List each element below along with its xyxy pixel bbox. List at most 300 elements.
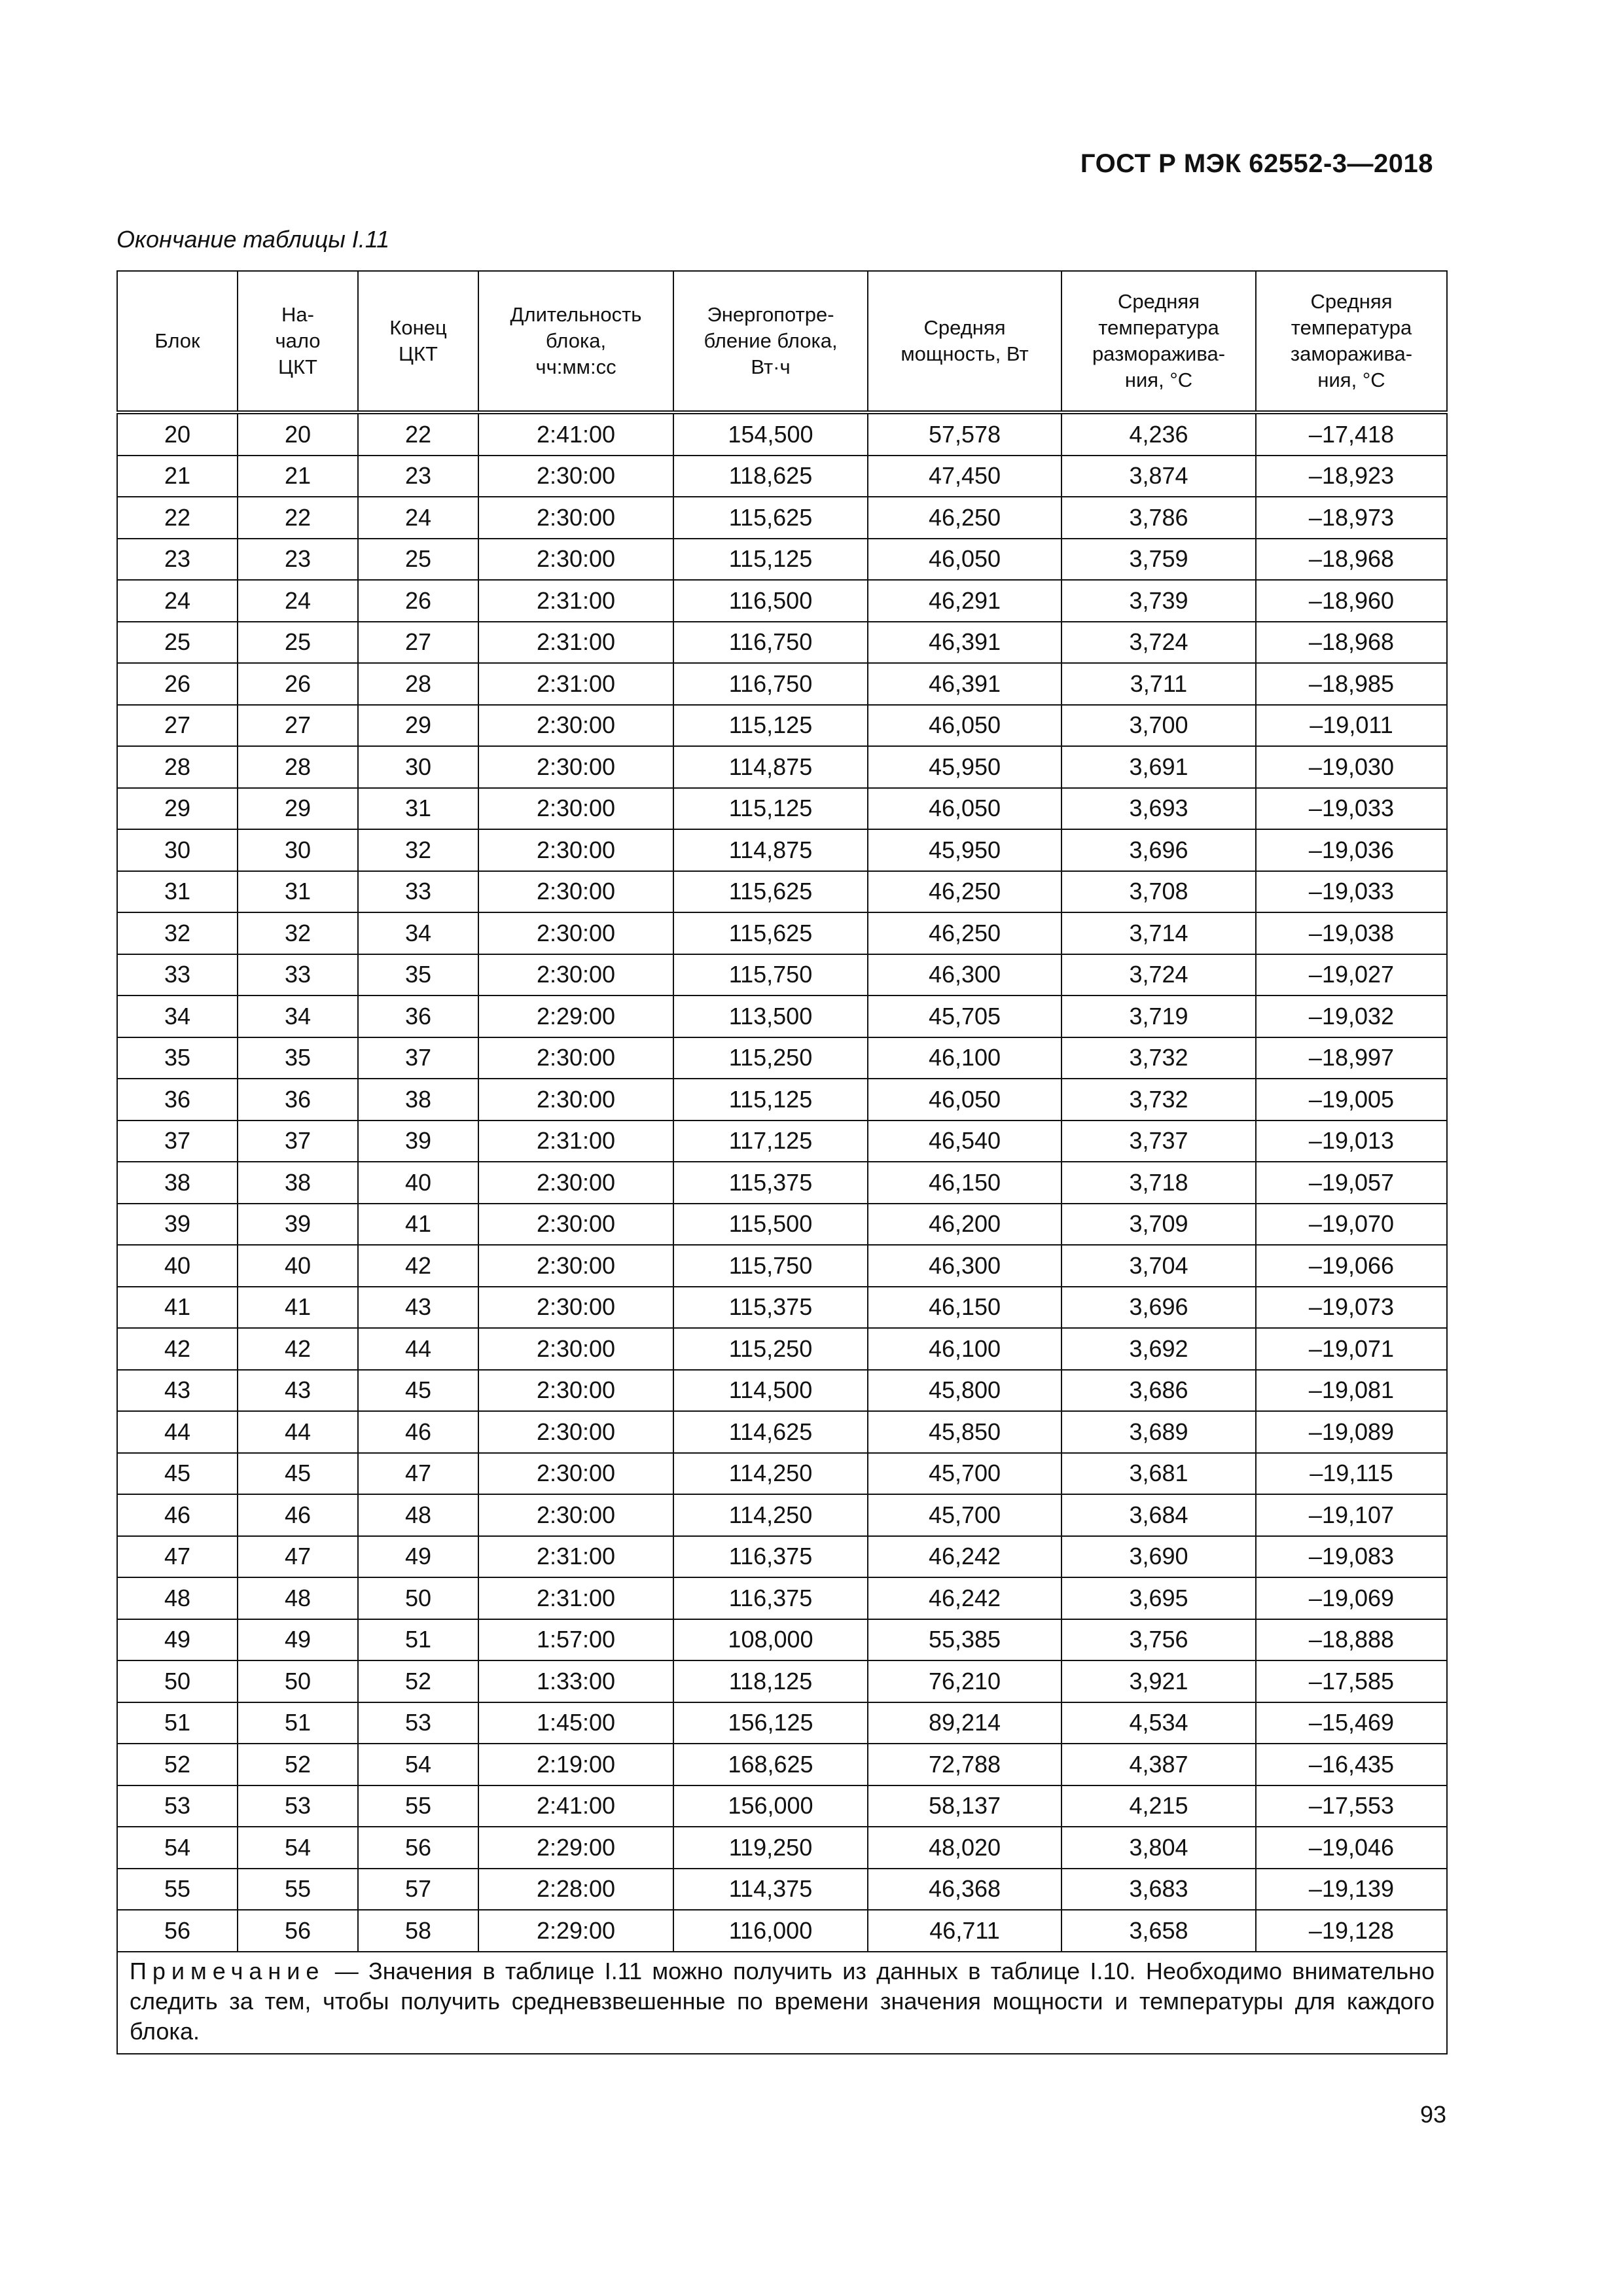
table-cell: 28 — [238, 746, 358, 788]
table-cell: –18,960 — [1256, 580, 1447, 622]
table-cell: 28 — [358, 663, 478, 705]
table-row — [117, 1827, 1447, 1869]
table-cell: –17,585 — [1256, 1660, 1447, 1702]
table-cell: 52 — [117, 1744, 238, 1785]
table-cell: 3,696 — [1061, 1287, 1256, 1329]
table-cell: 2:29:00 — [478, 996, 673, 1037]
table-cell: 36 — [358, 996, 478, 1037]
table-cell: 2:30:00 — [478, 1287, 673, 1329]
table-cell: –19,069 — [1256, 1577, 1447, 1619]
table-row — [117, 1287, 1447, 1329]
table-row — [117, 1702, 1447, 1744]
table-cell: –17,553 — [1256, 1785, 1447, 1827]
table-cell: 4,534 — [1061, 1702, 1256, 1744]
table-cell: 45 — [117, 1453, 238, 1495]
table-cell: 25 — [238, 622, 358, 664]
table-cell: 47 — [117, 1536, 238, 1578]
table-cell: 2:29:00 — [478, 1910, 673, 1952]
table-cell: 23 — [358, 456, 478, 497]
table-cell: 2:30:00 — [478, 1037, 673, 1079]
table-cell: 45 — [358, 1370, 478, 1412]
table-cell: 53 — [117, 1785, 238, 1827]
table-cell: 50 — [238, 1660, 358, 1702]
table-row — [117, 788, 1447, 830]
table-cell: 3,700 — [1061, 705, 1256, 747]
table-cell: 38 — [358, 1079, 478, 1121]
page-number: 93 — [1419, 2101, 1446, 2128]
table-row — [117, 1494, 1447, 1536]
table-cell: 47 — [238, 1536, 358, 1578]
table-cell: 3,681 — [1061, 1453, 1256, 1495]
table-cell: 46,200 — [868, 1204, 1061, 1246]
table-cell: 46,050 — [868, 1079, 1061, 1121]
table-cell: 46,242 — [868, 1577, 1061, 1619]
table-cell: –19,066 — [1256, 1245, 1447, 1287]
table-cell: –15,469 — [1256, 1702, 1447, 1744]
table-cell: 116,375 — [673, 1577, 868, 1619]
table-cell: 2:30:00 — [478, 746, 673, 788]
table-cell: 50 — [117, 1660, 238, 1702]
table-cell: –19,089 — [1256, 1411, 1447, 1453]
table-cell: 31 — [358, 788, 478, 830]
table-cell: 116,500 — [673, 580, 868, 622]
table-cell: 41 — [117, 1287, 238, 1329]
table-cell: –19,036 — [1256, 829, 1447, 871]
table-row — [117, 1328, 1447, 1370]
table-cell: 23 — [117, 539, 238, 581]
table-cell: 52 — [238, 1744, 358, 1785]
table-cell: 3,874 — [1061, 456, 1256, 497]
table-cell: 44 — [117, 1411, 238, 1453]
table-cell: 168,625 — [673, 1744, 868, 1785]
table-cell: 55,385 — [868, 1619, 1061, 1661]
table-cell: 33 — [238, 954, 358, 996]
table-cell: 3,696 — [1061, 829, 1256, 871]
table-cell: 2:31:00 — [478, 663, 673, 705]
table-cell: 115,250 — [673, 1037, 868, 1079]
table-cell: 3,692 — [1061, 1328, 1256, 1370]
table-cell: 2:30:00 — [478, 1411, 673, 1453]
table-cell: 24 — [238, 580, 358, 622]
table-cell: –19,115 — [1256, 1453, 1447, 1495]
table-row — [117, 829, 1447, 871]
table-cell: 46,150 — [868, 1162, 1061, 1204]
table-cell: 115,125 — [673, 539, 868, 581]
table-cell: 3,732 — [1061, 1037, 1256, 1079]
table-cell: 49 — [117, 1619, 238, 1661]
table-row — [117, 1577, 1447, 1619]
table-cell: 41 — [358, 1204, 478, 1246]
table-cell: 3,714 — [1061, 912, 1256, 954]
table-cell: 108,000 — [673, 1619, 868, 1661]
table-cell: –19,073 — [1256, 1287, 1447, 1329]
table-cell: 31 — [117, 871, 238, 913]
table-cell: 2:31:00 — [478, 1577, 673, 1619]
table-cell: 54 — [238, 1827, 358, 1869]
table-cell: 45,950 — [868, 746, 1061, 788]
table-cell: 115,500 — [673, 1204, 868, 1246]
table-cell: 26 — [358, 580, 478, 622]
table-cell: 55 — [117, 1869, 238, 1910]
table-cell: 43 — [358, 1287, 478, 1329]
table-cell: 1:45:00 — [478, 1702, 673, 1744]
table-cell: 2:28:00 — [478, 1869, 673, 1910]
table-cell: 118,625 — [673, 456, 868, 497]
table-cell: 46,242 — [868, 1536, 1061, 1578]
column-header: Конец ЦКТ — [358, 271, 478, 412]
table-cell: 2:41:00 — [478, 1785, 673, 1827]
table-cell: 46,291 — [868, 580, 1061, 622]
table-cell: 3,690 — [1061, 1536, 1256, 1578]
table-row — [117, 663, 1447, 705]
table-cell: 22 — [358, 412, 478, 456]
table-cell: 46,391 — [868, 663, 1061, 705]
table-cell: 30 — [117, 829, 238, 871]
table-cell: 26 — [117, 663, 238, 705]
note-cell — [117, 1952, 1447, 2054]
table-cell: 52 — [358, 1660, 478, 1702]
table-cell: 53 — [358, 1702, 478, 1744]
table-cell: 2:41:00 — [478, 412, 673, 456]
table-cell: 48 — [117, 1577, 238, 1619]
table-row — [117, 705, 1447, 747]
table-cell: 46,391 — [868, 622, 1061, 664]
table-cell: 20 — [117, 412, 238, 456]
table-cell: –18,997 — [1256, 1037, 1447, 1079]
table-row — [117, 1910, 1447, 1952]
table-cell: 54 — [358, 1744, 478, 1785]
table-cell: 48 — [358, 1494, 478, 1536]
table-cell: 56 — [238, 1910, 358, 1952]
column-header: Блок — [117, 271, 238, 412]
table-cell: 34 — [117, 996, 238, 1037]
table-row — [117, 1453, 1447, 1495]
table-cell: 49 — [238, 1619, 358, 1661]
table-cell: 51 — [117, 1702, 238, 1744]
table-cell: 115,125 — [673, 705, 868, 747]
table-cell: 32 — [117, 912, 238, 954]
table-row — [117, 1785, 1447, 1827]
table-row — [117, 746, 1447, 788]
table-cell: 154,500 — [673, 412, 868, 456]
table-row — [117, 996, 1447, 1037]
table-cell: 51 — [358, 1619, 478, 1661]
table-cell: 46,300 — [868, 954, 1061, 996]
table-cell: 51 — [238, 1702, 358, 1744]
table-cell: 32 — [358, 829, 478, 871]
note-text: — Значения в таблице I.11 можно получить из данных в таблице I.10. Необходимо внимательно следить за тем, чтобы получить средневзвешенные по времени значения мощности и температуры для каждого блока. — [130, 1957, 1435, 2045]
table-cell: 24 — [117, 580, 238, 622]
table-cell: –19,071 — [1256, 1328, 1447, 1370]
table-cell: 46,050 — [868, 788, 1061, 830]
table-cell: 27 — [238, 705, 358, 747]
table-row — [117, 456, 1447, 497]
table-cell: 45,705 — [868, 996, 1061, 1037]
table-cell: 45,850 — [868, 1411, 1061, 1453]
table-cell: 29 — [358, 705, 478, 747]
table-cell: 2:30:00 — [478, 1328, 673, 1370]
column-header: Длительность блока, чч:мм:сс — [478, 271, 673, 412]
table-cell: 44 — [238, 1411, 358, 1453]
table-cell: 38 — [238, 1162, 358, 1204]
table-cell: 44 — [358, 1328, 478, 1370]
table-cell: 1:57:00 — [478, 1619, 673, 1661]
table-row — [117, 1037, 1447, 1079]
table-cell: 25 — [117, 622, 238, 664]
table-cell: 35 — [238, 1037, 358, 1079]
table-cell: 27 — [358, 622, 478, 664]
table-cell: –19,057 — [1256, 1162, 1447, 1204]
table-cell: 2:30:00 — [478, 912, 673, 954]
table-cell: 3,695 — [1061, 1577, 1256, 1619]
table-row — [117, 871, 1447, 913]
table-cell: 114,250 — [673, 1453, 868, 1495]
table-cell: –18,968 — [1256, 622, 1447, 664]
table-caption: Окончание таблицы I.11 — [116, 226, 390, 253]
table-cell: 29 — [117, 788, 238, 830]
table-cell: 3,704 — [1061, 1245, 1256, 1287]
table-cell: 53 — [238, 1785, 358, 1827]
table-cell: 3,756 — [1061, 1619, 1256, 1661]
table-cell: 3,719 — [1061, 996, 1256, 1037]
table-row — [117, 412, 1447, 456]
table-cell: 40 — [358, 1162, 478, 1204]
table-row — [117, 912, 1447, 954]
table-row — [117, 497, 1447, 539]
table-cell: 3,759 — [1061, 539, 1256, 581]
table-cell: 3,739 — [1061, 580, 1256, 622]
table-cell: 30 — [358, 746, 478, 788]
table-cell: 3,737 — [1061, 1121, 1256, 1162]
table-cell: –19,013 — [1256, 1121, 1447, 1162]
table-cell: –19,139 — [1256, 1869, 1447, 1910]
table-cell: 27 — [117, 705, 238, 747]
table-cell: 46 — [117, 1494, 238, 1536]
table-row — [117, 539, 1447, 581]
table-cell: –19,128 — [1256, 1910, 1447, 1952]
table-cell: 46,100 — [868, 1328, 1061, 1370]
table-row — [117, 622, 1447, 664]
data-table — [116, 270, 1448, 2054]
table-cell: 115,625 — [673, 871, 868, 913]
table-cell: 40 — [238, 1245, 358, 1287]
table-cell: 54 — [117, 1827, 238, 1869]
table-cell: 2:30:00 — [478, 456, 673, 497]
table-cell: 46,250 — [868, 912, 1061, 954]
table-cell: 48 — [238, 1577, 358, 1619]
table-row — [117, 1121, 1447, 1162]
table-cell: 32 — [238, 912, 358, 954]
table-cell: 2:31:00 — [478, 580, 673, 622]
table-cell: 2:31:00 — [478, 622, 673, 664]
table-cell: 115,250 — [673, 1328, 868, 1370]
table-cell: 46 — [238, 1494, 358, 1536]
table-cell: 49 — [358, 1536, 478, 1578]
table-cell: 115,375 — [673, 1287, 868, 1329]
table-cell: –19,011 — [1256, 705, 1447, 747]
table-cell: 3,686 — [1061, 1370, 1256, 1412]
table-cell: 156,125 — [673, 1702, 868, 1744]
table-cell: 46,250 — [868, 497, 1061, 539]
table-cell: 21 — [238, 456, 358, 497]
table-row — [117, 1162, 1447, 1204]
table-cell: 35 — [117, 1037, 238, 1079]
table-cell: 3,658 — [1061, 1910, 1256, 1952]
table-cell: 2:29:00 — [478, 1827, 673, 1869]
table-row — [117, 1619, 1447, 1661]
table-cell: 115,375 — [673, 1162, 868, 1204]
table-cell: 115,125 — [673, 788, 868, 830]
table-cell: 24 — [358, 497, 478, 539]
table-cell: 37 — [358, 1037, 478, 1079]
table-cell: 35 — [358, 954, 478, 996]
table-cell: 118,125 — [673, 1660, 868, 1702]
table-cell: 42 — [117, 1328, 238, 1370]
table-cell: 46,250 — [868, 871, 1061, 913]
table-cell: 21 — [117, 456, 238, 497]
table-cell: –19,083 — [1256, 1536, 1447, 1578]
table-cell: 3,804 — [1061, 1827, 1256, 1869]
table-cell: 46 — [358, 1411, 478, 1453]
table-cell: 2:31:00 — [478, 1121, 673, 1162]
table-cell: 45,950 — [868, 829, 1061, 871]
table-cell: –19,033 — [1256, 788, 1447, 830]
table-cell: –18,973 — [1256, 497, 1447, 539]
table-cell: 22 — [238, 497, 358, 539]
table-cell: 26 — [238, 663, 358, 705]
table-cell: 23 — [238, 539, 358, 581]
table-cell: –16,435 — [1256, 1744, 1447, 1785]
table-cell: 58,137 — [868, 1785, 1061, 1827]
table-cell: 30 — [238, 829, 358, 871]
column-header: Энергопотре- бление блока, Вт·ч — [673, 271, 868, 412]
table-cell: 33 — [358, 871, 478, 913]
table-cell: 3,684 — [1061, 1494, 1256, 1536]
table-cell: 36 — [117, 1079, 238, 1121]
table-cell: 46,300 — [868, 1245, 1061, 1287]
table-cell: 46,150 — [868, 1287, 1061, 1329]
table-row — [117, 1204, 1447, 1246]
table-cell: 114,875 — [673, 829, 868, 871]
table-cell: –18,888 — [1256, 1619, 1447, 1661]
table-row — [117, 1869, 1447, 1910]
table-cell: –19,070 — [1256, 1204, 1447, 1246]
table-cell: –19,027 — [1256, 954, 1447, 996]
table-cell: 4,387 — [1061, 1744, 1256, 1785]
table-cell: –19,005 — [1256, 1079, 1447, 1121]
table-cell: 36 — [238, 1079, 358, 1121]
table-cell: –18,985 — [1256, 663, 1447, 705]
table-cell: 2:30:00 — [478, 788, 673, 830]
table-cell: 76,210 — [868, 1660, 1061, 1702]
table-cell: 39 — [117, 1204, 238, 1246]
table-cell: 46,368 — [868, 1869, 1061, 1910]
table-row — [117, 954, 1447, 996]
table-cell: 38 — [117, 1162, 238, 1204]
table-cell: 2:30:00 — [478, 1494, 673, 1536]
table-cell: –19,046 — [1256, 1827, 1447, 1869]
table-cell: 2:30:00 — [478, 539, 673, 581]
table-cell: 20 — [238, 412, 358, 456]
table-cell: 2:30:00 — [478, 497, 673, 539]
table-cell: 29 — [238, 788, 358, 830]
table-cell: 4,215 — [1061, 1785, 1256, 1827]
table-cell: 3,711 — [1061, 663, 1256, 705]
table-cell: 45,700 — [868, 1494, 1061, 1536]
table-cell: 114,875 — [673, 746, 868, 788]
table-row — [117, 1370, 1447, 1412]
table-cell: 40 — [117, 1245, 238, 1287]
table-cell: –18,968 — [1256, 539, 1447, 581]
table-cell: 3,683 — [1061, 1869, 1256, 1910]
table-cell: 115,750 — [673, 1245, 868, 1287]
table-cell: 31 — [238, 871, 358, 913]
table-row — [117, 1245, 1447, 1287]
table-cell: 116,375 — [673, 1536, 868, 1578]
table-cell: 56 — [358, 1827, 478, 1869]
table-cell: 3,689 — [1061, 1411, 1256, 1453]
table-cell: 114,375 — [673, 1869, 868, 1910]
table-cell: 55 — [238, 1869, 358, 1910]
table-cell: 3,732 — [1061, 1079, 1256, 1121]
table-cell: 115,750 — [673, 954, 868, 996]
table-cell: 2:30:00 — [478, 871, 673, 913]
table-cell: 2:30:00 — [478, 1370, 673, 1412]
table-cell: 48,020 — [868, 1827, 1061, 1869]
table-cell: –19,081 — [1256, 1370, 1447, 1412]
table-cell: 2:30:00 — [478, 829, 673, 871]
table-cell: 45 — [238, 1453, 358, 1495]
table-cell: 55 — [358, 1785, 478, 1827]
table-cell: 89,214 — [868, 1702, 1061, 1744]
table-cell: 43 — [238, 1370, 358, 1412]
table-body — [117, 412, 1447, 1952]
table-cell: 58 — [358, 1910, 478, 1952]
column-header: Средняя мощность, Вт — [868, 271, 1061, 412]
table-cell: 2:30:00 — [478, 1453, 673, 1495]
table-cell: 46,050 — [868, 705, 1061, 747]
table-cell: 43 — [117, 1370, 238, 1412]
table-cell: 57 — [358, 1869, 478, 1910]
table-cell: 3,709 — [1061, 1204, 1256, 1246]
table-cell: 42 — [238, 1328, 358, 1370]
table-cell: 22 — [117, 497, 238, 539]
table-cell: 2:30:00 — [478, 1162, 673, 1204]
table-cell: 1:33:00 — [478, 1660, 673, 1702]
table-cell: 3,718 — [1061, 1162, 1256, 1204]
table-cell: 37 — [117, 1121, 238, 1162]
table-cell: 117,125 — [673, 1121, 868, 1162]
note-row — [117, 1952, 1447, 2054]
table-cell: –18,923 — [1256, 456, 1447, 497]
table-cell: 46,050 — [868, 539, 1061, 581]
table-cell: 46,100 — [868, 1037, 1061, 1079]
table-cell: 116,750 — [673, 622, 868, 664]
table-cell: 45,700 — [868, 1453, 1061, 1495]
table-cell: 3,708 — [1061, 871, 1256, 913]
table-row — [117, 1536, 1447, 1578]
table-cell: 3,724 — [1061, 622, 1256, 664]
table-cell: 3,786 — [1061, 497, 1256, 539]
table-cell: 119,250 — [673, 1827, 868, 1869]
table-row — [117, 1079, 1447, 1121]
table-cell: 2:30:00 — [478, 1079, 673, 1121]
table-cell: –19,032 — [1256, 996, 1447, 1037]
document-header: ГОСТ Р МЭК 62552-3—2018 — [1080, 149, 1433, 178]
table-row — [117, 1660, 1447, 1702]
table-cell: 3,693 — [1061, 788, 1256, 830]
table-cell: –19,030 — [1256, 746, 1447, 788]
